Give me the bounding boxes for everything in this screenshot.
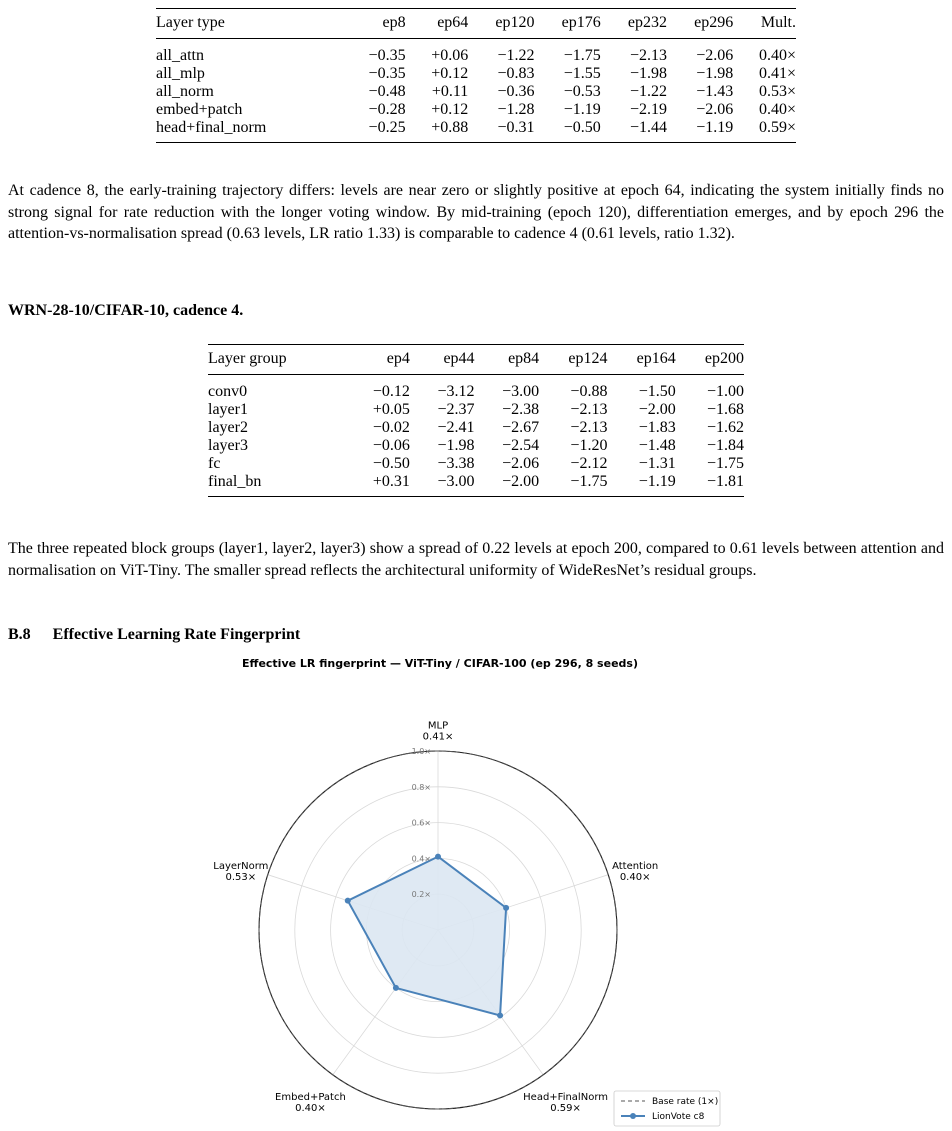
table-cell: −1.22 <box>497 47 535 64</box>
table-cell: −2.67 <box>502 419 540 436</box>
table-cell: −2.37 <box>437 401 475 418</box>
paragraph-block-groups: The three repeated block groups (layer1, layer2, layer3) show a spread of 0.22 levels at epoch 200, compared to 0.61 levels between attention and normalisation on ViT-Tiny. The smaller spread reflects the architectural uniformity of WideResNet’s residual groups. <box>8 540 944 579</box>
table-cell: −0.35 <box>368 47 406 64</box>
table-cell: −1.48 <box>638 437 676 454</box>
row-label: all_attn <box>156 47 204 64</box>
column-header: ep200 <box>704 350 744 367</box>
table-cell: −1.68 <box>706 401 744 418</box>
table-cell: +0.31 <box>372 473 410 490</box>
table-cell: −2.19 <box>629 101 667 118</box>
subsection-number: B.8 <box>8 626 31 643</box>
chart-title: Effective LR fingerprint — ViT-Tiny / CIFAR-100 (ep 296, 8 seeds) <box>242 657 638 670</box>
table-cell: −2.00 <box>502 473 540 490</box>
column-header: ep176 <box>561 14 601 31</box>
table-cell: 0.40× <box>758 101 796 118</box>
axis-label-value: 0.59× <box>550 1102 581 1114</box>
axis-label-value: 0.41× <box>422 731 454 743</box>
radial-tick-label: 0.6× <box>411 818 431 828</box>
lionvote-series-area <box>348 857 506 1016</box>
table-cell: −2.06 <box>502 455 540 472</box>
radial-tick-label: 1.0× <box>411 747 431 756</box>
column-header: Layer type <box>156 14 225 31</box>
table-cell: −0.50 <box>372 455 410 472</box>
table-cell: −1.00 <box>706 383 744 400</box>
column-header: ep64 <box>437 14 469 31</box>
table-cell: −1.55 <box>563 65 601 82</box>
table-cell: −0.28 <box>368 101 406 118</box>
table-cell: −0.36 <box>497 83 535 100</box>
axis-label-value: 0.40× <box>295 1102 326 1114</box>
table-cell: −0.53 <box>563 83 601 100</box>
radial-tick-label: 0.4× <box>411 854 431 864</box>
axis-label-value: 0.40× <box>619 871 651 883</box>
row-label: layer1 <box>208 401 248 418</box>
column-header: ep164 <box>636 350 676 367</box>
table-cell: −2.13 <box>570 401 608 418</box>
table-cell: −1.19 <box>696 119 734 136</box>
table-cell: −3.00 <box>437 473 475 490</box>
axis-label-name: MLP <box>427 720 449 732</box>
table-cell: −1.20 <box>570 437 608 454</box>
legend-marker-lionvote <box>630 1113 636 1119</box>
legend-label-lionvote: LionVote c8 <box>652 1112 705 1122</box>
data-point-mlp <box>435 854 441 860</box>
table-cell: −3.38 <box>437 455 475 472</box>
table-cell: −2.13 <box>629 47 667 64</box>
table-cell: −0.25 <box>368 119 406 136</box>
table-cell: −1.83 <box>638 419 676 436</box>
table-cell: −0.88 <box>570 383 608 400</box>
column-header: Mult. <box>760 14 796 31</box>
table-cell: −1.98 <box>437 437 475 454</box>
axis-label-name: Head+FinalNorm <box>523 1091 609 1103</box>
paragraph-cadence8: At cadence 8, the early-training trajectory differs: levels are near zero or slightly positive at epoch 64, indicating the system initially finds no strong signal for rate reduction with the longer voting window. By mid-training (epoch 120), differentiation emerges, and by epoch 296 the attention-vs-normalisation spread (0.63 levels, LR ratio 1.33) is comparable to cadence 4 (0.61 levels, ratio 1.32). <box>8 182 944 242</box>
row-label: layer3 <box>208 437 248 454</box>
legend-label-base-rate: Base rate (1×) <box>652 1097 719 1107</box>
table-cell: −2.54 <box>502 437 540 454</box>
table-cell: −1.50 <box>638 383 676 400</box>
row-label: head+final_norm <box>156 119 267 136</box>
axis-label-name: LayerNorm <box>213 860 269 872</box>
table-cell: −2.06 <box>696 47 734 64</box>
table-cell: −1.98 <box>696 65 734 82</box>
column-header: ep120 <box>495 14 535 31</box>
row-label: final_bn <box>208 473 262 490</box>
table-cell: +0.05 <box>372 401 410 418</box>
subsection-title: Effective Learning Rate Fingerprint <box>52 626 301 643</box>
table-cell: −1.81 <box>706 473 744 490</box>
table-cell: −0.12 <box>372 383 410 400</box>
table-cell: −2.12 <box>570 455 608 472</box>
table-cell: 0.41× <box>758 65 796 82</box>
row-label: all_norm <box>156 83 214 100</box>
table-cell: 0.40× <box>758 47 796 64</box>
data-point-attention <box>503 905 509 911</box>
table-cell: −0.31 <box>497 119 535 136</box>
table-cell: −1.43 <box>696 83 734 100</box>
table-cell: −3.00 <box>502 383 540 400</box>
row-label: layer2 <box>208 419 248 436</box>
table-cell: −1.75 <box>706 455 744 472</box>
axis-label-name: Attention <box>612 860 659 872</box>
row-label: all_mlp <box>156 65 205 82</box>
table-cell: −0.48 <box>368 83 406 100</box>
table-cell: +0.12 <box>431 101 469 118</box>
table-cell: −1.62 <box>706 419 744 436</box>
axis-label-name: Embed+Patch <box>275 1091 346 1103</box>
radial-tick-label: 0.2× <box>411 890 431 900</box>
table-cell: −1.44 <box>629 119 667 136</box>
column-header: Layer group <box>208 350 287 367</box>
table-cell: −1.28 <box>497 101 535 118</box>
column-header: ep44 <box>443 350 475 367</box>
table-cell: −0.06 <box>372 437 410 454</box>
table-cell: −2.13 <box>570 419 608 436</box>
table-cell: −1.22 <box>629 83 667 100</box>
data-point-head-finalnorm <box>497 1012 503 1018</box>
row-label: fc <box>208 455 221 472</box>
table-cell: +0.12 <box>431 65 469 82</box>
table-cell: +0.88 <box>431 119 469 136</box>
table-cell: 0.59× <box>758 119 796 136</box>
table-cell: −1.75 <box>570 473 608 490</box>
column-header: ep232 <box>627 14 667 31</box>
row-label: embed+patch <box>156 101 243 118</box>
column-header: ep84 <box>508 350 540 367</box>
table-cell: −1.75 <box>563 47 601 64</box>
column-header: ep4 <box>386 350 410 367</box>
table-cell: +0.06 <box>431 47 469 64</box>
radial-tick-label: 0.8× <box>411 782 431 792</box>
column-header: ep8 <box>382 14 406 31</box>
table-cell: −2.38 <box>502 401 540 418</box>
table-cell: −0.50 <box>563 119 601 136</box>
data-point-layernorm <box>345 898 351 904</box>
section-heading-wrn: WRN-28-10/CIFAR-10, cadence 4. <box>8 302 244 319</box>
table-cell: −0.02 <box>372 419 410 436</box>
table-cell: 0.53× <box>758 83 796 100</box>
column-header: ep124 <box>568 350 608 367</box>
table-cell: −3.12 <box>437 383 475 400</box>
table-cell: −1.84 <box>706 437 744 454</box>
table-cell: −2.06 <box>696 101 734 118</box>
table-cell: −0.35 <box>368 65 406 82</box>
table-cell: −2.41 <box>437 419 475 436</box>
table-cell: −1.31 <box>638 455 676 472</box>
table-cell: −1.19 <box>638 473 676 490</box>
table-cell: −2.00 <box>638 401 676 418</box>
column-header: ep296 <box>694 14 734 31</box>
data-point-embed-patch <box>393 985 399 991</box>
table-cell: +0.11 <box>431 83 469 100</box>
axis-label-value: 0.53× <box>225 871 257 883</box>
table-cell: −1.19 <box>563 101 601 118</box>
table-cell: −0.83 <box>497 65 535 82</box>
row-label: conv0 <box>208 383 248 400</box>
table-cell: −1.98 <box>629 65 667 82</box>
